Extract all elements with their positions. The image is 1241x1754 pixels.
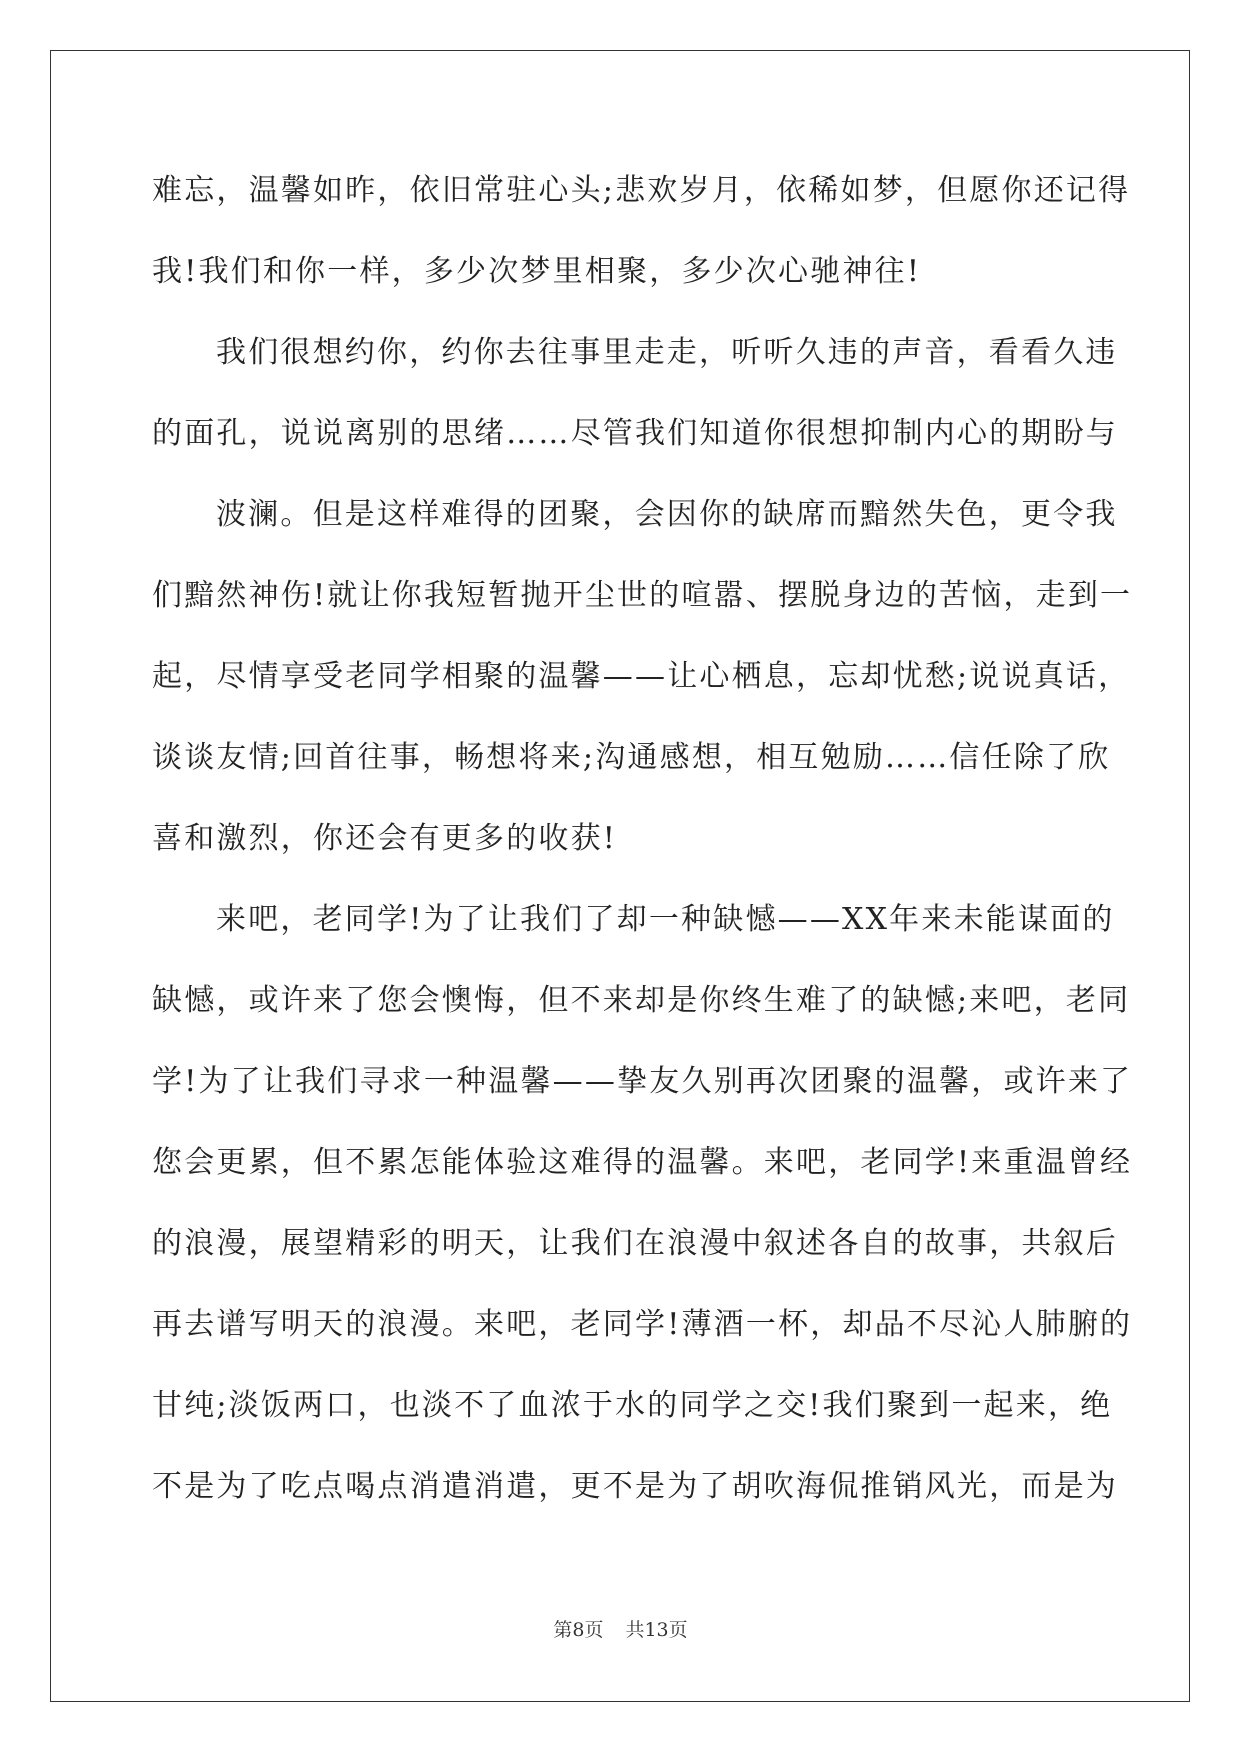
body-line: 难忘，温馨如昨，依旧常驻心头;悲欢岁月，依稀如梦，但愿你还记得 <box>152 173 1131 208</box>
body-line: 再去谱写明天的浪漫。来吧，老同学!薄酒一杯，却品不尽沁人肺腑的 <box>152 1307 1133 1342</box>
paragraph-start-line: 来吧，老同学!为了让我们了却一种缺憾——XX年来未能谋面的 <box>216 902 1115 937</box>
body-line: 缺憾，或许来了您会懊悔，但不来却是你终生难了的缺憾;来吧，老同 <box>152 983 1131 1018</box>
body-line: 们黯然神伤!就让你我短暂抛开尘世的喧嚣、摆脱身边的苦恼，走到一 <box>152 578 1133 613</box>
body-line: 甘纯;淡饭两口，也淡不了血浓于水的同学之交!我们聚到一起来，绝 <box>152 1388 1113 1423</box>
body-line: 不是为了吃点喝点消遣消遣，更不是为了胡吹海侃推销风光，而是为 <box>152 1469 1118 1504</box>
page-footer <box>0 1615 1241 1642</box>
body-line: 学!为了让我们寻求一种温馨——挚友久别再次团聚的温馨，或许来了 <box>152 1064 1133 1099</box>
page-total: 共13页 <box>625 1619 688 1641</box>
paragraph-start-line: 我们很想约你，约你去往事里走走，听听久违的声音，看看久违 <box>216 335 1118 370</box>
document-body <box>152 164 1133 1541</box>
body-line: 的浪漫，展望精彩的明天，让我们在浪漫中叙述各自的故事，共叙后 <box>152 1226 1118 1261</box>
body-line: 谈谈友情;回首往事，畅想将来;沟通感想，相互勉励……信任除了欣 <box>152 740 1111 775</box>
body-line: 起，尽情享受老同学相聚的温馨——让心栖息，忘却忧愁;说说真话， <box>152 659 1131 694</box>
page-number: 第8页 <box>553 1619 604 1641</box>
body-line: 您会更累，但不累怎能体验这难得的温馨。来吧，老同学!来重温曾经 <box>152 1145 1133 1180</box>
body-line: 我!我们和你一样，多少次梦里相聚，多少次心驰神往! <box>152 254 922 289</box>
paragraph-start-line: 波澜。但是这样难得的团聚，会因你的缺席而黯然失色，更令我 <box>216 497 1118 532</box>
body-line: 喜和激烈，你还会有更多的收获! <box>152 821 618 856</box>
body-line: 的面孔，说说离别的思绪……尽管我们知道你很想抑制内心的期盼与 <box>152 416 1118 451</box>
